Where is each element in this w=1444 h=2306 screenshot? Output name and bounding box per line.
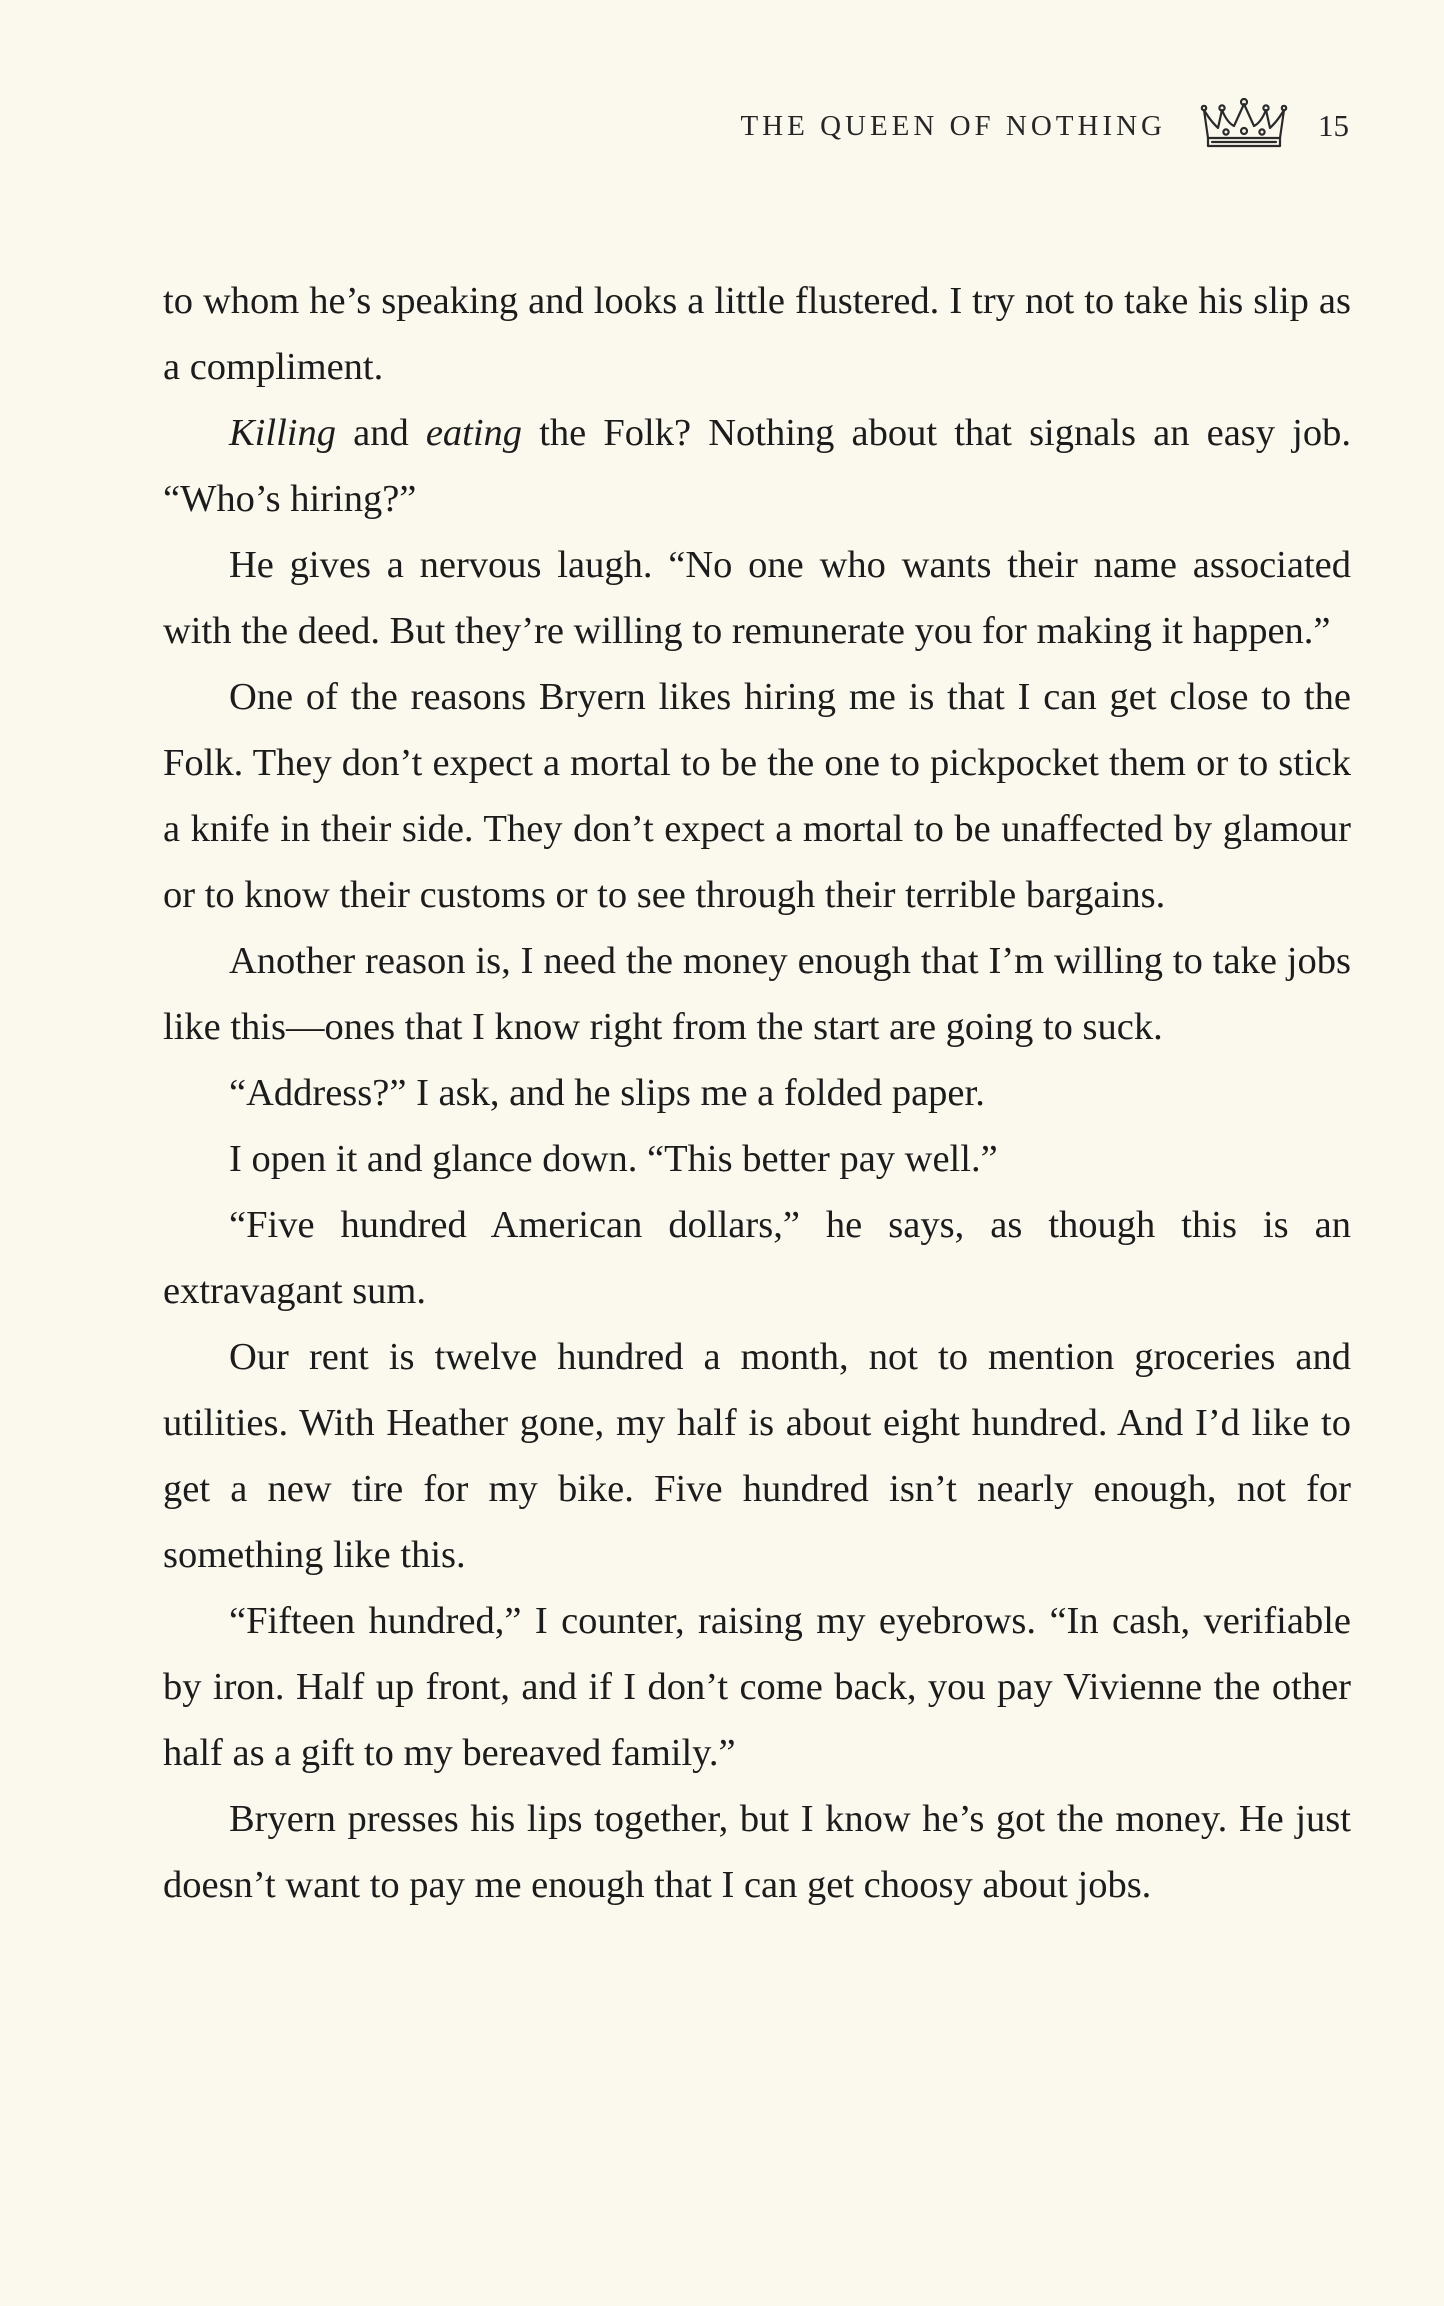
paragraph: “Fifteen hundred,” I counter, raising my eyebrows. “In cash, verifiable by iron. Half up front, and if I don’t come back, you pay Vivienne the other half as a gift to my bereaved family.” — [163, 1600, 1351, 1774]
page-number: 15 — [1318, 108, 1349, 143]
paragraph: “Five hundred American dollars,” he says, as though this is an extravagant sum. — [163, 1204, 1351, 1312]
paragraph-text: and — [335, 412, 426, 454]
running-header — [740, 98, 1349, 154]
paragraph: Bryern presses his lips together, but I know he’s got the money. He just doesn’t want to pay me enough that I can get choosy about jobs. — [163, 1798, 1351, 1906]
paragraph: I open it and glance down. “This better pay well.” — [229, 1138, 998, 1180]
paragraph-text: the Folk? Nothing about that signals an easy job. “Who’s hiring?” — [163, 412, 1351, 520]
paragraph: He gives a nervous laugh. “No one who wants their name associated with the deed. But they’re willing to remunerate you for making it happen.” — [163, 544, 1351, 652]
paragraph: Our rent is twelve hundred a month, not to mention groceries and utilities. With Heather gone, my half is about eight hundred. And I’d like to get a new tire for my bike. Five hundred isn’t nearly enough, not for something like this. — [163, 1336, 1351, 1576]
running-title: THE QUEEN OF NOTHING — [740, 109, 1166, 142]
italic-word: Killing — [229, 412, 336, 454]
paragraph: “Address?” I ask, and he slips me a folded paper. — [229, 1072, 985, 1114]
paragraph: to whom he’s speaking and looks a little flustered. I try not to take his slip as a compliment. — [163, 280, 1351, 388]
body-text — [163, 268, 1351, 1918]
paragraph: One of the reasons Bryern likes hiring me is that I can get close to the Folk. They don’t expect a mortal to be the one to pickpocket them or to stick a knife in their side. They don’t expect a mortal to be unaffected by glamour or to know their customs or to see through their terrible bargains. — [163, 676, 1351, 916]
crown-icon — [1196, 96, 1318, 157]
italic-word: eating — [425, 412, 523, 454]
paragraph: Another reason is, I need the money enough that I’m willing to take jobs like this—ones that I know right from the start are going to suck. — [163, 940, 1351, 1048]
paragraph — [163, 400, 1351, 532]
